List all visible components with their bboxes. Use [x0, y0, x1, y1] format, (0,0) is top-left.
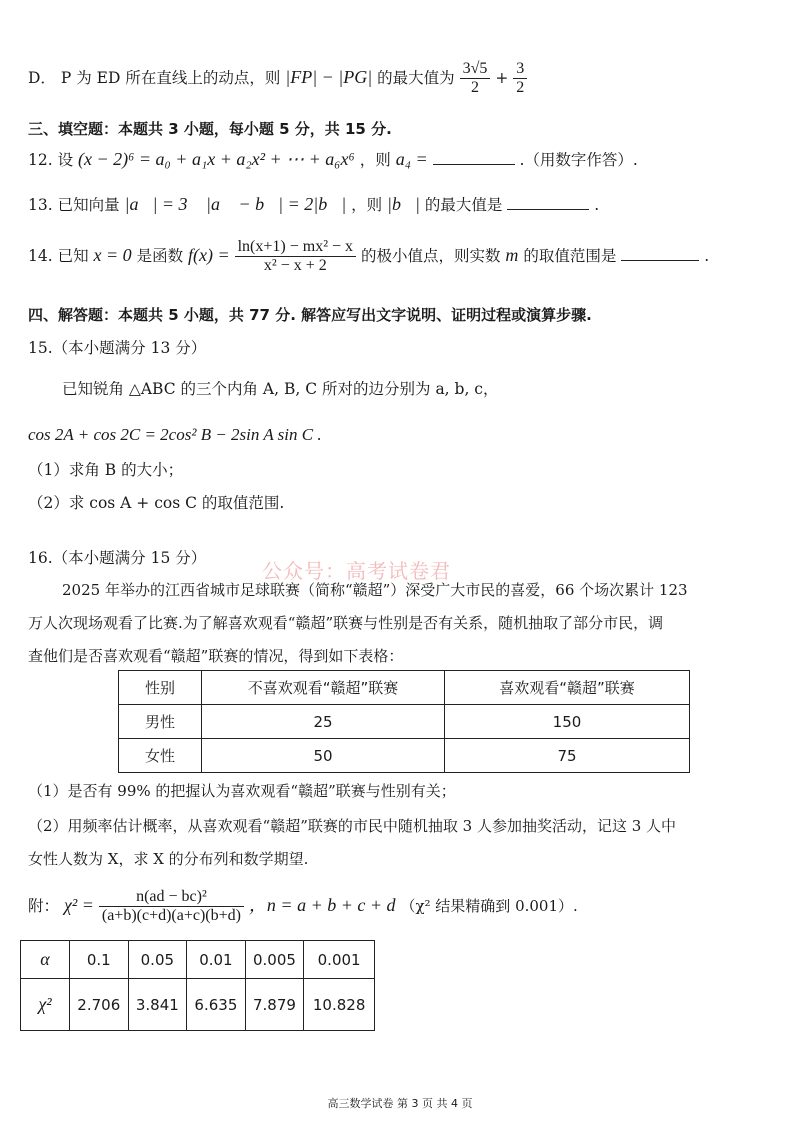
- q12-expression: (x − 2)⁶ = a₀ + a₁x + a₂x² + ⋯ + a₆x⁶: [78, 149, 355, 169]
- survey-table-header-row: [119, 671, 690, 705]
- table-cell: 150: [445, 705, 690, 739]
- q15-part-1: （1）求角 B 的大小；: [28, 461, 184, 479]
- q14-tail2: 的取值范围是: [523, 246, 617, 265]
- table-header-cell: 不喜欢观看“赣超”联赛: [202, 671, 445, 705]
- option-d-expr: |FP| − |PG|: [285, 66, 373, 87]
- q16-part-2b: 女性人数为 X，求 X 的分布列和数学期望.: [28, 850, 309, 868]
- option-d-text2: 的最大值为: [377, 68, 455, 87]
- chi-cell: 10.828: [304, 979, 375, 1031]
- q16-part-2a: （2）用频率估计概率，从喜欢观看“赣超”联赛的市民中随机抽取 3 人参加抽奖活动，记这 3 人中: [28, 817, 677, 835]
- q14-fx: f(x) =: [188, 244, 230, 265]
- q16-para-3: 查他们是否喜欢观看“赣超”联赛的情况，得到如下表格：: [28, 647, 404, 665]
- alpha-label: α: [21, 941, 70, 979]
- q13-tail: 的最大值是: [424, 196, 503, 214]
- q14-tail: 的极小值点，则实数: [360, 246, 501, 265]
- alpha-cell: 0.001: [304, 941, 375, 979]
- q16-part-1: （1）是否有 99% 的把握认为喜欢观看“赣超”联赛与性别有关；: [28, 782, 456, 800]
- q14-label: 14. 已知: [28, 246, 89, 265]
- question-12: [28, 148, 780, 170]
- chi-square-fraction: $\frac{\text{n(ad − bc)²}}{(a+b)(c+d)(a+c)(b+d)}$: [99, 888, 244, 926]
- chi-square-row: [21, 979, 375, 1031]
- appendix-label: 附：: [28, 896, 60, 915]
- section-3-heading: 三、填空题：本题共 3 小题，每小题 5 分，共 15 分.: [28, 120, 392, 138]
- chi-cell: 7.879: [245, 979, 304, 1031]
- option-d: [28, 60, 780, 98]
- option-d-fraction-1: $\frac{3√5}{2}$: [460, 60, 491, 98]
- q15-stem: 已知锐角 △ABC 的三个内角 A, B, C 所对的边分别为 a, b, c，: [62, 380, 499, 398]
- table-cell: 50: [202, 739, 445, 773]
- option-d-prefix: D．: [28, 68, 56, 87]
- q12-label: 12. 设: [28, 151, 74, 169]
- chi-cell: 6.635: [187, 979, 246, 1031]
- table-cell: 男性: [119, 705, 202, 739]
- table-header-cell: 性别: [119, 671, 202, 705]
- table-header-cell: 喜欢观看“赣超”联赛: [445, 671, 690, 705]
- chi-square-note: （χ² 结果精确到 0.001）.: [400, 896, 578, 915]
- chi-square-label: χ²: [21, 979, 70, 1031]
- table-row: [119, 705, 690, 739]
- plus-sign: +: [495, 68, 509, 87]
- survey-table: [118, 670, 690, 773]
- table-cell: 女性: [119, 739, 202, 773]
- option-d-text: P 为 ED 所在直线上的动点，则: [60, 68, 281, 87]
- q14-answer-blank[interactable]: [621, 259, 699, 261]
- q15-header: 15.（本小题满分 13 分）: [28, 339, 207, 357]
- q15-part-2: （2）求 cos A + cos C 的取值范围.: [28, 494, 285, 512]
- section-4-heading: 四、解答题：本题共 5 小题，共 77 分. 解答应写出文字说明、证明过程或演算步骤.: [28, 306, 592, 324]
- table-cell: 25: [202, 705, 445, 739]
- q12-mid: ，则: [359, 151, 391, 169]
- q13-mid: ，则: [351, 196, 383, 214]
- chi-square-lhs: χ² =: [63, 894, 94, 915]
- q13-answer-blank[interactable]: [507, 208, 589, 210]
- chi-cell: 2.706: [70, 979, 129, 1031]
- q14-mid: 是函数: [136, 246, 184, 265]
- q13-label: 13. 已知向量: [28, 196, 120, 214]
- question-13: [28, 193, 780, 215]
- option-d-fraction-2: $\frac{3}{2}$: [513, 60, 527, 98]
- table-cell: 75: [445, 739, 690, 773]
- q15-equation: cos 2A + cos 2C = 2cos² B − 2sin A sin C .: [28, 425, 322, 444]
- q16-header: 16.（本小题满分 15 分）: [28, 549, 207, 567]
- q13-expression: |a⃗| = 3 ，|a⃗ − b⃗| = 2|b⃗|: [124, 194, 347, 214]
- appendix-formula: [28, 888, 780, 926]
- alpha-cell: 0.01: [187, 941, 246, 979]
- q12-target: a₄ =: [395, 149, 428, 169]
- q14-m: m: [505, 244, 519, 265]
- q12-answer-blank[interactable]: [433, 163, 515, 165]
- page-footer: 高三数学试卷 第 3 页 共 4 页: [327, 1097, 473, 1110]
- watermark: 公众号：高考试卷君: [262, 559, 451, 583]
- q13-target: |b⃗|: [387, 194, 420, 214]
- q16-para-2: 万人次现场观看了比赛.为了解喜欢观看“赣超”联赛与性别是否有关系，随机抽取了部分市民，调: [28, 614, 664, 632]
- q13-end: .: [594, 196, 600, 214]
- alpha-row: [21, 941, 375, 979]
- alpha-cell: 0.005: [245, 941, 304, 979]
- q14-x0: x = 0: [93, 244, 132, 265]
- critical-value-table: [20, 940, 375, 1031]
- q14-end: .: [704, 246, 710, 265]
- question-14: [28, 238, 780, 276]
- chi-cell: 3.841: [128, 979, 187, 1031]
- alpha-cell: 0.05: [128, 941, 187, 979]
- q14-fraction: $\frac{\text{ln(x+1) − mx² − x}}{\text{x² − x + 2}}$: [235, 238, 356, 276]
- q16-para-1: 2025 年举办的江西省城市足球联赛（简称“赣超”）深受广大市民的喜爱，66 个场次累计 123: [62, 581, 688, 599]
- alpha-cell: 0.1: [70, 941, 129, 979]
- chi-square-n: ，n = a + b + c + d: [248, 894, 396, 915]
- q12-tail: .（用数字作答）.: [519, 151, 638, 169]
- table-row: [119, 739, 690, 773]
